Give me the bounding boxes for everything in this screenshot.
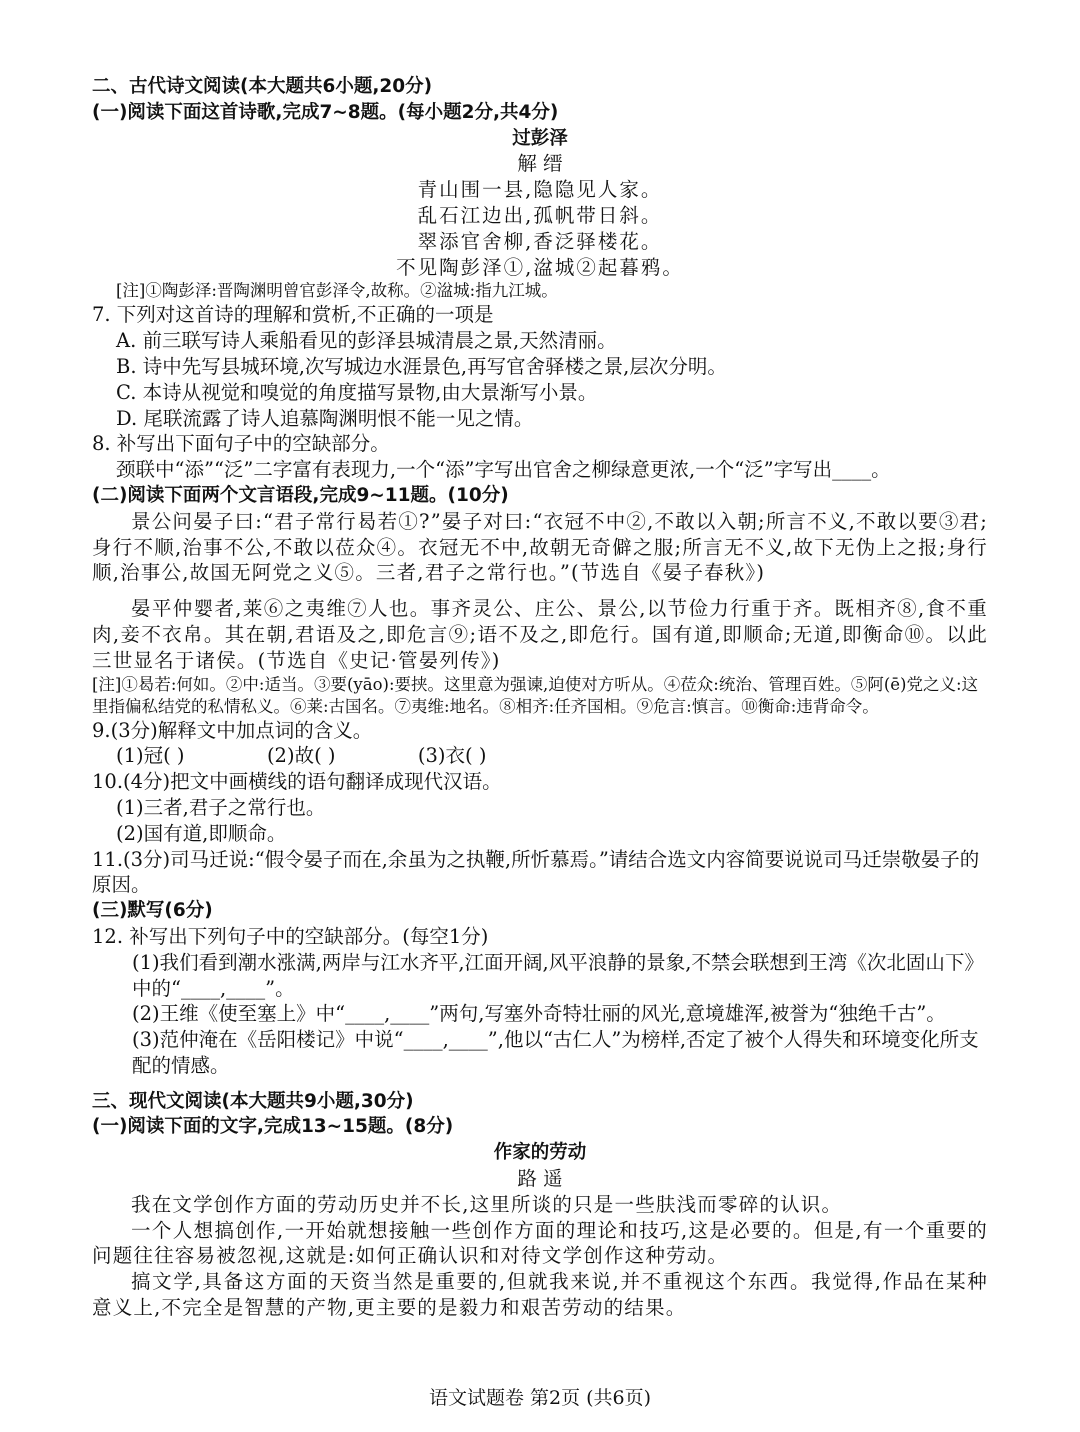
question-8-stem: 8. 补写出下面句子中的空缺部分。 [92,432,390,456]
part-2-heading: (二)阅读下面两个文言语段,完成9~11题。(10分) [92,484,509,506]
question-11: 11.(3分)司马迁说:“假令晏子而在,余虽为之执鞭,所忻慕焉。”请结合选文内容简要说说司马迁崇敬晏子的原因。 [92,847,980,897]
classical-notes: [注]①曷若:何如。②中:适当。③要(yāo):要挟。这里意为强谏,迫使对方听从。④莅众:统治、管理百姓。⑤阿(ē)党之义:这里指偏私结党的私情私义。⑥莱:古国名。⑦夷维:地名。⑧相齐:任齐国相。⑨危言:慎言。⑩衡命:违背命令。 [92,674,979,716]
classical-passage-2: 晏平仲婴者,莱⑥之夷维⑦人也。事齐灵公、庄公、景公,以节俭力行重于齐。既相齐⑧,食不重肉,妾不衣帛。其在朝,君语及之,即危言⑨;语不及之,即危行。国有道,即顺命;无道,即衡命⑩。以此三世显名于诸侯。(节选自《史记·管晏列传》) [92,597,988,672]
poem-line: 翠添官舍柳,香泛驿楼花。 [417,229,663,253]
question-9-items [92,743,988,769]
q12-item: (1)我们看到潮水涨满,两岸与江水齐平,江面开阔,风平浪静的景象,不禁会联想到王湾《次北固山下》中的“____,____”。 [132,950,984,1000]
poem-line: 乱石江边出,孤帆带日斜。 [417,203,663,227]
part-1-heading: (一)阅读下面这首诗歌,完成7~8题。(每小题2分,共4分) [92,101,559,123]
q10-item: (2)国有道,即顺命。 [116,821,287,845]
q12-item: (2)王维《使至塞上》中“____,____”两句,写塞外奇特壮丽的风光,意境雄浑,被誉为“独绝千古”。 [132,1002,946,1026]
poem-line: 青山围一县,隐隐见人家。 [417,178,663,202]
section-2-heading: 二、古代诗文阅读(本大题共6小题,20分) [92,76,433,97]
q9-item: (3)衣( ) [417,744,487,768]
q7-option-d: D. 尾联流露了诗人追慕陶渊明恨不能一见之情。 [116,406,534,430]
part-3-heading: (三)默写(6分) [92,900,213,922]
poem-line: 不见陶彭泽①,湓城②起暮鸦。 [396,255,684,279]
q9-item: (1)冠( ) [116,744,185,768]
article-title: 作家的劳动 [493,1142,587,1164]
q7-option-b: B. 诗中先写县城环境,次写城边水涯景色,再写官舍驿楼之景,层次分明。 [116,354,727,378]
question-7-stem: 7. 下列对这首诗的理解和赏析,不正确的一项是 [92,303,494,327]
article-paragraph: 搞文学,具备这方面的天资当然是重要的,但就我来说,并不重视这个东西。我觉得,作品在某种意义上,不完全是智慧的产物,更主要的是毅力和艰苦劳动的结果。 [92,1270,988,1320]
section-3-heading: 三、现代文阅读(本大题共9小题,30分) [92,1090,414,1112]
poem-title: 过彭泽 [512,127,568,149]
article-author: 路 遥 [517,1167,563,1191]
q10-item: (1)三者,君子之常行也。 [116,795,326,819]
section-3-part-1-heading: (一)阅读下面的文字,完成13~15题。(8分) [92,1116,454,1138]
poem-note: [注]①陶彭泽:晋陶渊明曾官彭泽令,故称。②湓城:指九江城。 [116,281,558,301]
question-9-stem: 9.(3分)解释文中加点词的含义。 [92,718,373,742]
question-12-stem: 12. 补写出下列句子中的空缺部分。(每空1分) [92,924,489,948]
q9-item: (2)故( ) [266,744,336,768]
poem-author: 解 缙 [517,152,563,176]
q12-item: (3)范仲淹在《岳阳楼记》中说“____,____”,他以“古仁人”为榜样,否定了被个人得失和环境变化所支配的情感。 [132,1028,979,1077]
question-8-text: 颈联中“添”“泛”二字富有表现力,一个“添”字写出官舍之柳绿意更浓,一个“泛”字写出____。 [116,458,891,482]
page-footer: 语文试题卷 第2页 (共6页) [428,1387,652,1409]
q7-option-c: C. 本诗从视觉和嗅觉的角度描写景物,由大景渐写小景。 [116,380,598,404]
article-paragraph: 我在文学创作方面的劳动历史并不长,这里所谈的只是一些肤浅而零碎的认识。 [131,1192,843,1216]
article-paragraph: 一个人想搞创作,一开始就想接触一些创作方面的理论和技巧,这是必要的。但是,有一个重要的问题往往容易被忽视,这就是:如何正确认识和对待文学创作这种劳动。 [92,1218,988,1268]
classical-passage-1: 景公问晏子曰:“君子常行曷若①?”晏子对曰:“衣冠不中②,不敢以入朝;所言不义,不敢以要③君;身行不顺,治事不公,不敢以莅众④。衣冠无不中,故朝无奇僻之服;所言无不义,故下无伪上之报;身行顺,治事公,故国无阿党之义⑤。三者,君子之常行也。”(节选自《晏子春秋》) [92,509,988,585]
question-10-stem: 10.(4分)把文中画横线的语句翻译成现代汉语。 [92,770,502,794]
q7-option-a: A. 前三联写诗人乘船看见的彭泽县城清晨之景,天然清丽。 [116,329,617,353]
